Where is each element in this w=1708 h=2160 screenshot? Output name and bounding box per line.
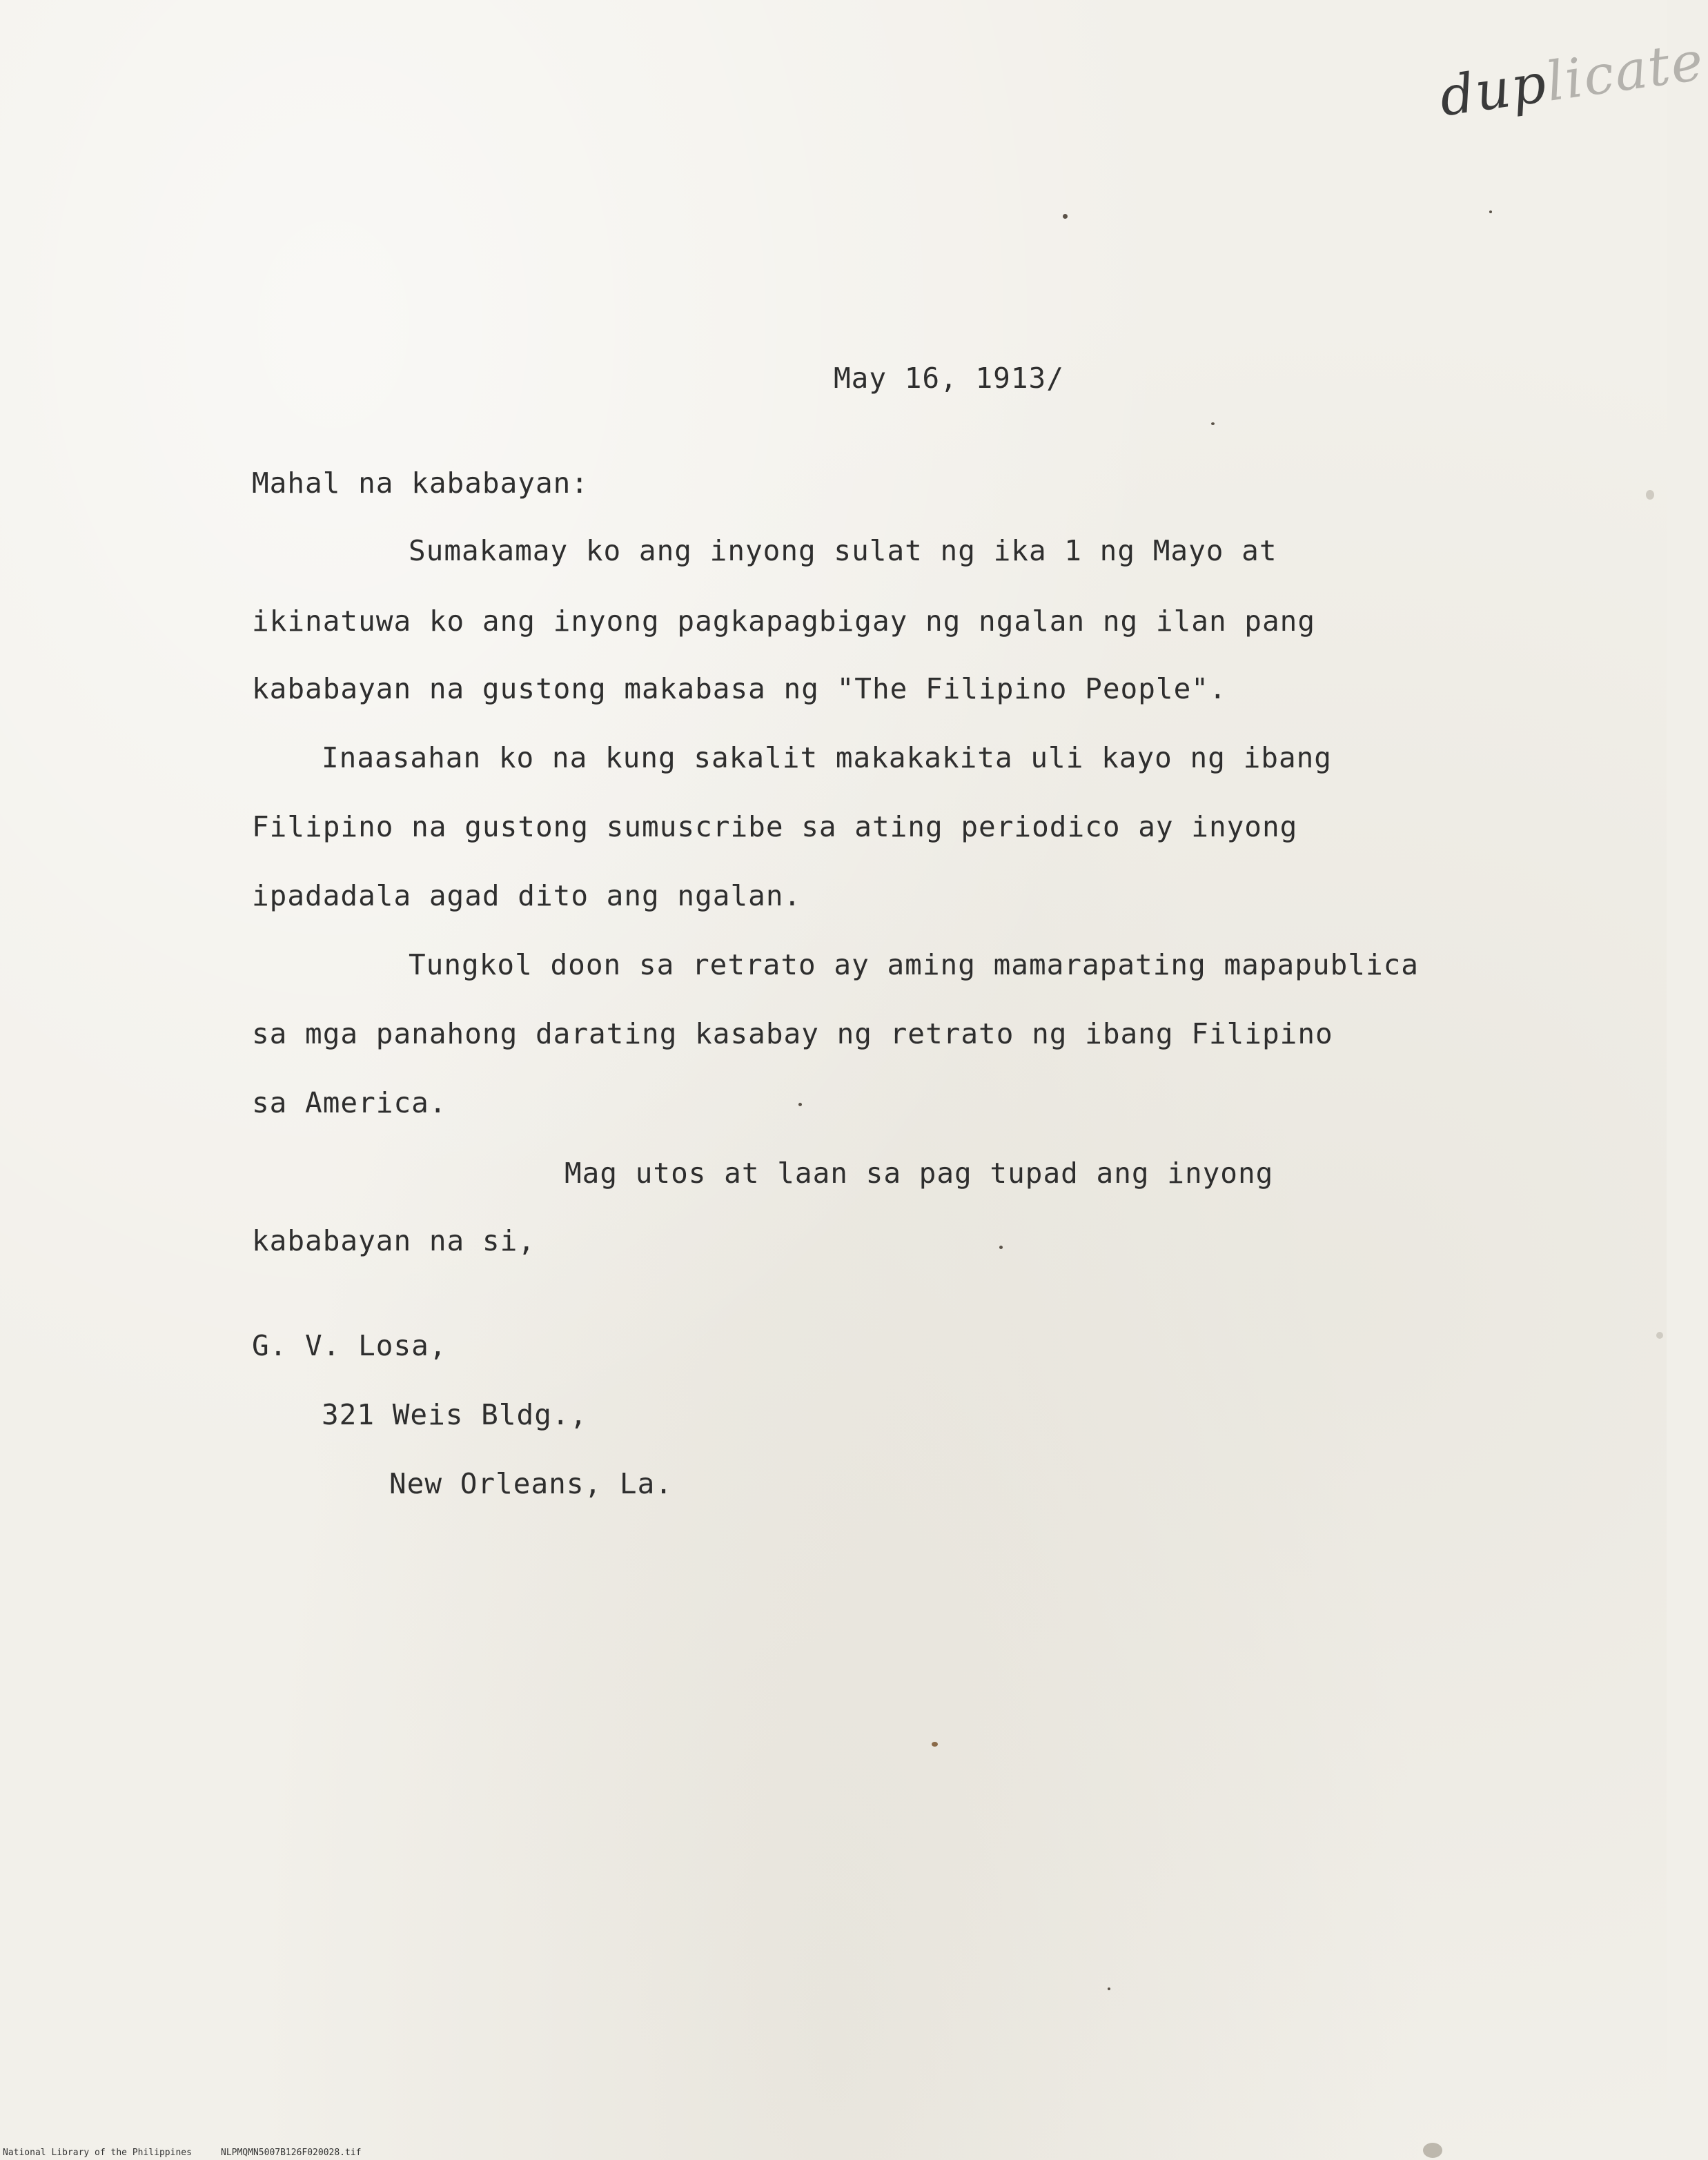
letter-line-8: sa mga panahong darating kasabay ng retrato ng ibang Filipino <box>252 1017 1333 1050</box>
letter-date: May 16, 1913/ <box>834 362 1064 395</box>
letter-line-1: Sumakamay ko ang inyong sulat ng ika 1 ng Mayo at <box>409 534 1277 567</box>
paper-speck <box>798 1103 802 1106</box>
letter-line-6: ipadadala agad dito ang ngalan. <box>252 879 802 912</box>
paper-speck <box>932 1742 938 1747</box>
letter-line-10: Mag utos at laan sa pag tupad ang inyong <box>565 1157 1274 1190</box>
letter-line-2: ikinatuwa ko ang inyong pagkapagbigay ng ngalan ng ilan pang <box>252 605 1316 638</box>
letter-line-9: sa America. <box>252 1086 447 1119</box>
letter-line-3: kababayan na gustong makabasa ng "The Filipino People". <box>252 672 1227 705</box>
letter-salutation: Mahal na kababayan: <box>252 467 589 500</box>
paper-speck <box>999 1246 1003 1249</box>
letter-line-4: Inaasahan ko na kung sakalit makakakita uli kayo ng ibang <box>322 741 1332 774</box>
footer-filename: NLPMQMN5007B126F020028.tif <box>221 2148 362 2158</box>
handwritten-annotation-faint: licate <box>1542 30 1708 114</box>
paper-speck <box>1108 1987 1110 1990</box>
handwritten-annotation-main: dup <box>1435 52 1551 129</box>
letter-line-11: kababayan na si, <box>252 1224 536 1257</box>
paper-speck <box>1489 210 1492 213</box>
signature-name: G. V. Losa, <box>252 1329 447 1362</box>
footer-library: National Library of the Philippines <box>3 2148 192 2158</box>
paper-edge-mark <box>1656 1332 1663 1339</box>
paper-speck <box>1063 214 1068 219</box>
paper-speck <box>1211 422 1215 425</box>
letter-line-5: Filipino na gustong sumuscribe sa ating periodico ay inyong <box>252 810 1298 843</box>
signature-address-line2: New Orleans, La. <box>389 1467 673 1500</box>
paper-edge-mark <box>1646 490 1654 500</box>
signature-address-line1: 321 Weis Bldg., <box>322 1398 588 1431</box>
handwritten-annotation <box>1436 30 1708 129</box>
paper-edge-mark <box>1423 2143 1442 2158</box>
letter-line-7: Tungkol doon sa retrato ay aming mamarapating mapapublica <box>409 948 1419 981</box>
